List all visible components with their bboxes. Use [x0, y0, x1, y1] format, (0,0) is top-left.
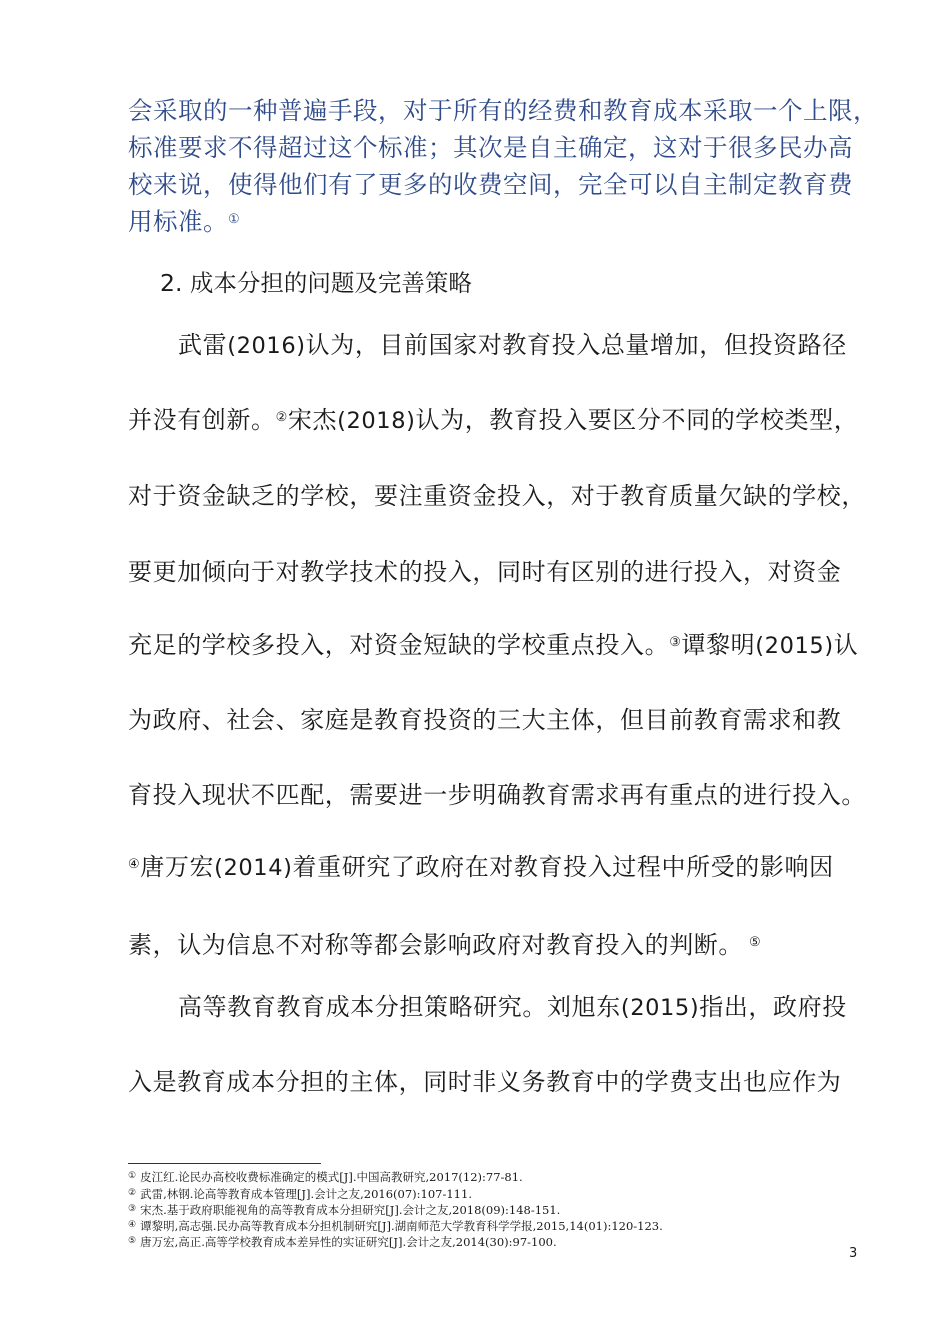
footnote-ref-1[interactable]: ① — [228, 212, 241, 227]
body-line-4: 要更加倾向于对教学技术的投入，同时有区别的进行投入，对资金 — [128, 558, 842, 586]
text-run: 并没有创新。 — [128, 406, 276, 434]
footnote-mark: ② — [128, 1188, 137, 1198]
year: (2016) — [227, 333, 306, 359]
footnote-mark: ⑤ — [128, 1236, 137, 1246]
year: (2014) — [214, 855, 293, 881]
author-name: 唐万宏 — [140, 853, 215, 881]
body-line-8 — [128, 850, 834, 885]
body-line-7: 育投入现状不匹配，需要进一步明确教育需求再有重点的进行投入。 — [128, 781, 866, 809]
paragraph-line-text: 用标准。 — [128, 207, 228, 236]
section-heading: 2. 成本分担的问题及完善策略 — [160, 269, 472, 297]
paragraph-line: 校来说，使得他们有了更多的收费空间，完全可以自主制定教育费 — [128, 170, 853, 199]
footnote-text: 宋杰.基于政府职能视角的高等教育成本分担研究[J].会计之友,2018(09):148-151. — [140, 1203, 561, 1217]
paragraph-line: 标准要求不得超过这个标准；其次是自主确定，这对于很多民办高 — [128, 133, 853, 162]
footnote-2 — [128, 1187, 472, 1202]
footnote-text: 唐万宏,高正.高等学校教育成本差异性的实证研究[J].会计之友,2014(30):97-100. — [140, 1235, 557, 1249]
footnote-mark: ④ — [128, 1220, 137, 1230]
year: (2018) — [337, 408, 416, 434]
author-name: 宋杰 — [287, 406, 338, 434]
footnote-ref-3[interactable]: ③ — [669, 635, 682, 650]
footnote-text: 谭黎明,高志强.民办高等教育成本分担机制研究[J].湖南师范大学教育科学学报,2015,14(01):120-123. — [140, 1219, 663, 1233]
footnote-3 — [128, 1203, 560, 1218]
footnote-mark: ③ — [128, 1204, 137, 1214]
footnote-4 — [128, 1219, 663, 1234]
footnote-1 — [128, 1170, 523, 1185]
text-run: 素，认为信息不对称等都会影响政府对教育投入的判断。 — [128, 931, 743, 959]
text-run: 着重研究了政府在对教育投入过程中所受的影响因 — [292, 853, 834, 881]
text-run: 认为，目前国家对教育投入总量增加，但投资路径 — [305, 331, 847, 359]
text-run: 认 — [833, 631, 859, 659]
page-number: 3 — [849, 1246, 858, 1261]
paragraph-line — [128, 203, 888, 240]
footnote-text: 皮江红.论民办高校收费标准确定的模式[J].中国高教研究,2017(12):77-81. — [140, 1170, 523, 1184]
author-name: 武雷 — [178, 331, 228, 359]
text-run: 充足的学校多投入，对资金短缺的学校重点投入。 — [128, 631, 670, 659]
body-line-3: 对于资金缺乏的学校，要注重资金投入，对于教育质量欠缺的学校， — [128, 482, 866, 510]
text-run: 指出，政府投 — [699, 993, 847, 1021]
footnote-ref-5[interactable]: ⑤ — [749, 935, 762, 950]
paragraph-line: 会采取的一种普遍手段，对于所有的经费和教育成本采取一个上限， — [128, 96, 878, 125]
author-name: 谭黎明 — [681, 631, 756, 659]
footnote-ref-2[interactable]: ② — [275, 410, 288, 425]
body-line-11: 入是教育成本分担的主体，同时非义务教育中的学费支出也应作为 — [128, 1068, 842, 1096]
footnote-mark: ① — [128, 1171, 137, 1181]
text-run: 高等教育教育成本分担策略研究。刘旭东 — [178, 993, 621, 1021]
footnote-5 — [128, 1235, 557, 1250]
body-line-6: 为政府、社会、家庭是教育投资的三大主体，但目前教育需求和教 — [128, 706, 842, 734]
footnote-text: 武雷,林钢.论高等教育成本管理[J].会计之友,2016(07):107-111. — [140, 1187, 472, 1201]
body-line-1 — [178, 328, 847, 363]
continued-paragraph — [128, 92, 888, 240]
footnote-separator — [128, 1163, 321, 1164]
body-line-9 — [128, 928, 761, 962]
year: (2015) — [620, 995, 700, 1021]
footnote-ref-4[interactable]: ④ — [128, 857, 141, 872]
year: (2015) — [755, 633, 834, 659]
body-line-2 — [128, 403, 858, 438]
body-line-5 — [128, 628, 858, 663]
body-line-10 — [178, 990, 847, 1025]
text-run: 认为，教育投入要区分不同的学校类型， — [415, 406, 859, 434]
